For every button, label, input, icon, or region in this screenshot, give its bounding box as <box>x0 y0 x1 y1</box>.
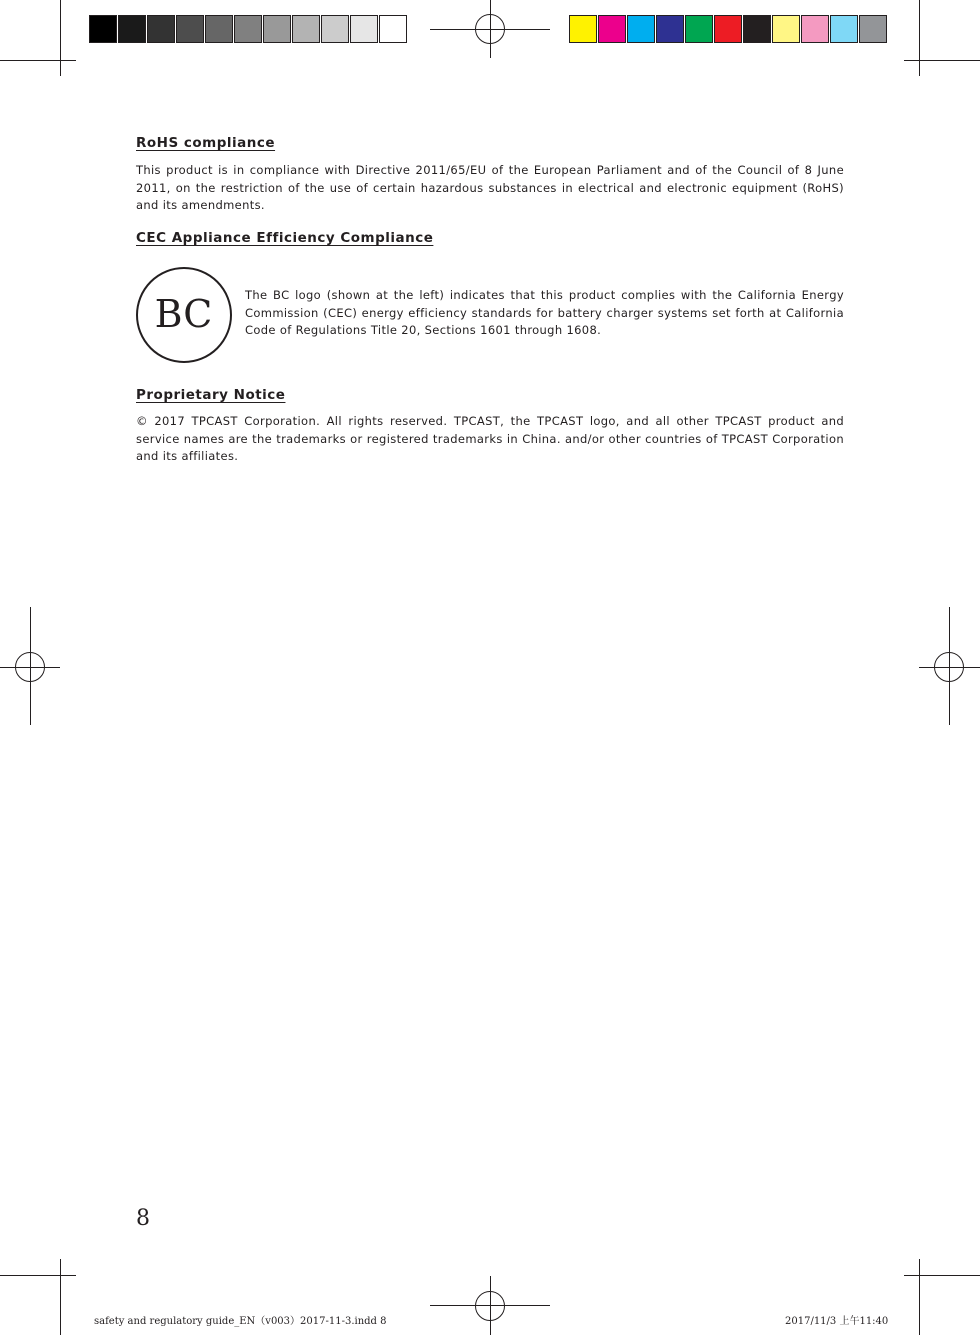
process-swatch <box>569 15 597 43</box>
process-swatch <box>801 15 829 43</box>
grayscale-swatch <box>118 15 146 43</box>
grayscale-swatch <box>321 15 349 43</box>
rohs-heading: RoHS compliance <box>136 135 276 151</box>
proprietary-body: © 2017 TPCAST Corporation. All rights reserved. TPCAST, the TPCAST logo, and all other TPCAST product and service names are the trademarks or registered trademarks in China. and/or other countries of TPCAST Corporation and its affiliates. <box>136 414 844 463</box>
grayscale-swatch <box>263 15 291 43</box>
process-swatch <box>714 15 742 43</box>
proprietary-heading: Proprietary Notice <box>136 387 286 403</box>
rohs-body: This product is in compliance with Directive 2011/65/EU of the European Parliament and of the Council of 8 June 2011, on the restriction of the use of certain hazardous substances in electrical and electronic equipment (RoHS) and its amendments. <box>136 163 844 212</box>
grayscale-swatch <box>350 15 378 43</box>
bc-logo-text: BC <box>154 292 213 336</box>
grayscale-swatch <box>89 15 117 43</box>
grayscale-swatch <box>292 15 320 43</box>
process-swatch <box>598 15 626 43</box>
bc-logo <box>136 267 232 363</box>
cec-heading: CEC Appliance Efficiency Compliance <box>136 230 434 246</box>
grayscale-swatch <box>176 15 204 43</box>
page-number: 8 <box>136 1206 150 1231</box>
process-swatch <box>772 15 800 43</box>
process-swatch <box>743 15 771 43</box>
slug-file-name: safety and regulatory guide_EN（v003）2017-11-3.indd 8 <box>94 1316 387 1327</box>
process-swatch <box>859 15 887 43</box>
grayscale-swatch <box>234 15 262 43</box>
process-swatch <box>627 15 655 43</box>
grayscale-swatch <box>205 15 233 43</box>
cec-body: The BC logo (shown at the left) indicates that this product complies with the California Energy Commission (CEC) energy efficiency standards for battery charger systems set forth at California Code of Regulations Title 20, Sections 1601 through 1608. <box>245 288 844 337</box>
grayscale-swatch <box>379 15 407 43</box>
process-swatch <box>656 15 684 43</box>
grayscale-swatch <box>147 15 175 43</box>
process-swatch <box>685 15 713 43</box>
process-swatch <box>830 15 858 43</box>
slug-datetime: 2017/11/3 上午11:40 <box>785 1316 889 1327</box>
